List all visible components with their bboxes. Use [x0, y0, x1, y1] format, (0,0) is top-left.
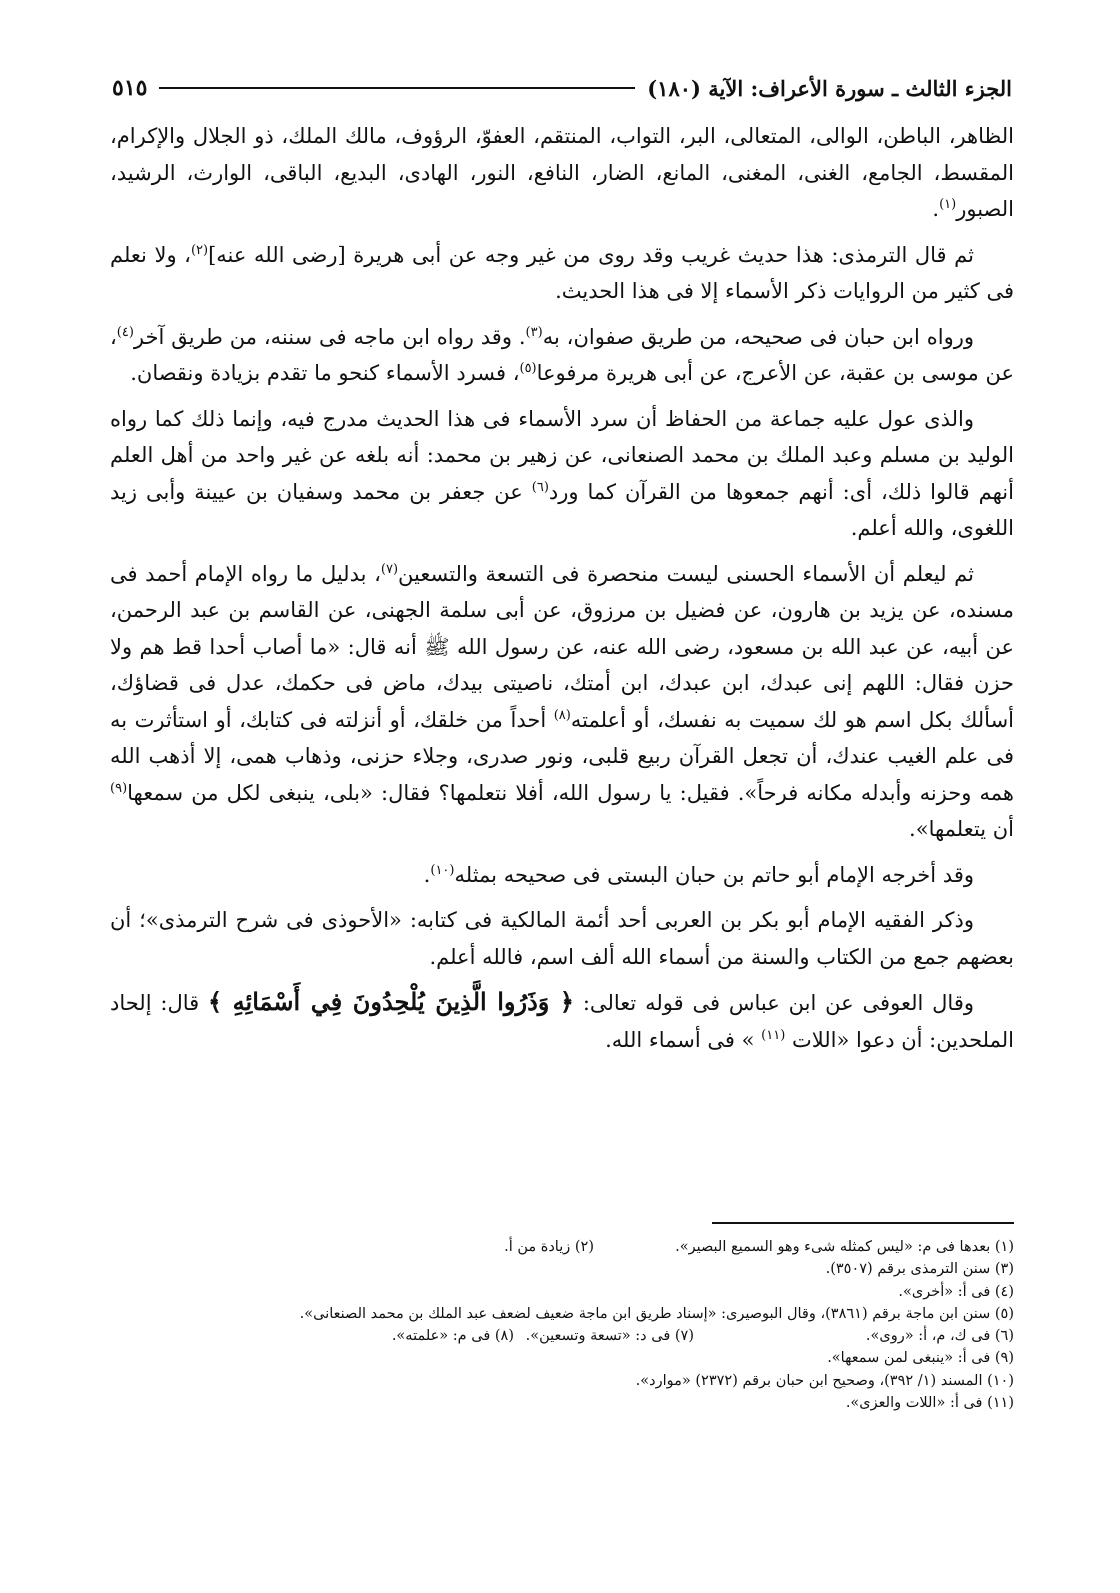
text-run: أحداً من خلقك، أو أنزلته فى كتابك، أو استأثرت به فى علم الغيب عندك، أن تجعل القرآن ربيع قلبى، ونور صدرى، وجلاء حزنى، وذهاب همى، إلا أذهب الله همه وحزنه وأبدله مكانه فرحاً». فقيل: يا رسول الله، أفلا نتعلمها؟ فقال: «بلى، ينبغى لكل من سمعها	[110, 707, 1014, 805]
footnote-ref: (٥)	[519, 361, 537, 376]
footnote-ref: (١١)	[761, 1027, 786, 1043]
footnote-line	[110, 1370, 1014, 1392]
footnote-ref: (١)	[939, 197, 957, 212]
footnote-7: (٧) فى د: «تسعة وتسعين».	[525, 1328, 694, 1345]
paragraph-5	[110, 556, 1014, 848]
footnote-3: (٣) سنن الترمذى برقم (٣٥٠٧).	[825, 1261, 1014, 1278]
text-run: .	[932, 197, 940, 221]
footnote-5: (٥) سنن ابن ماجة برقم (٣٨٦١)، وقال البوصيرى: «إسناد طريق ابن ماجة ضعيف لضعف عبد الملك بن محمد الصنعانى».	[299, 1305, 1014, 1322]
footnote-line	[110, 1281, 1014, 1303]
text-run: ، عن موسى بن عقبة، عن الأعرج، عن أبى هريرة مرفوعا	[110, 324, 1014, 385]
footnote-line	[110, 1303, 1014, 1325]
page-number: ٥١٥	[112, 75, 148, 101]
main-text	[110, 118, 1014, 1067]
text-run: ، بدليل ما رواه الإمام أحمد فى مسنده، عن يزيد بن هارون، عن فضيل بن مرزوق، عن أبى سلمة الجهنى، عن القاسم بن عبد الرحمن، عن أبيه، عن عبد الله بن مسعود، رضى الله عنه، عن رسول الله ﷺ أنه قال: «ما أصاب أحدا قط هم ولا حزن فقال: اللهم إنى عبدك، ابن عبدك، ابن أمتك، ناصيتى بيدك، ماض فى حكمك، عدل فى قضاؤك، أسألك بكل اسم هو لك سميت به نفسك، أو أعلمته	[110, 561, 1014, 732]
footnote-line	[110, 1347, 1014, 1369]
footnote-10: (١٠) المسند (١/ ٣٩٢)، وصحيح ابن حبان برقم (٢٣٧٢) «موارد».	[635, 1372, 1014, 1389]
text-run: وقال العوفى عن ابن عباس فى قوله تعالى:	[574, 991, 975, 1015]
text-run: أن يتعلمها».	[909, 817, 1014, 841]
text-run: .	[423, 862, 431, 887]
footnote-separator	[712, 1222, 1014, 1224]
footnote-8: (٨) فى م: «علمته».	[391, 1328, 514, 1345]
footnote-ref: (٨)	[553, 707, 571, 723]
footnote-ref: (١٠)	[430, 862, 455, 878]
paragraph-8	[110, 984, 1014, 1058]
paragraph-2	[110, 237, 1014, 310]
header-rule	[159, 87, 635, 89]
footnotes	[110, 1236, 1014, 1414]
footnote-line	[110, 1258, 1014, 1280]
text-run: ، فسرد الأسماء كنحو ما تقدم بزيادة ونقصان.	[130, 361, 520, 385]
text-run: ، ولا نعلم فى كثير من الروايات ذكر الأسماء إلا فى هذا الحديث.	[110, 242, 1014, 303]
text-run: الظاهر، الباطن، الوالى، المتعالى، البر، التواب، المنتقم، العفوّ، الرؤوف، مالك الملك، ذو الجلال والإكرام، المقسط، الجامع، الغنى، المغنى، المانع، الضار، النافع، النور، الهادى، البديع، الباقى، الوارث، الرشيد، الصبور	[110, 124, 1014, 221]
footnote-4: (٤) فى أ: «أخرى».	[898, 1283, 1014, 1300]
footnote-9: (٩) فى أ: «ينبغى لمن سمعها».	[827, 1350, 1014, 1367]
text-run: ورواه ابن حبان فى صحيحه، من طريق صفوان، به	[542, 324, 974, 349]
footnote-line	[110, 1325, 1014, 1347]
quran-verse: ﴿ وَذَرُوا الَّذِينَ يُلْحِدُونَ فِي أَسْمَائِهِ ﴾	[208, 987, 574, 1016]
footnote-line	[110, 1392, 1014, 1414]
footnote-ref: (٩)	[110, 780, 128, 796]
footnote-ref: (٦)	[531, 479, 549, 495]
text-run: . وقد رواه ابن ماجه فى سننه، من طريق آخر	[133, 324, 526, 349]
footnote-1: (١) بعدها فى م: «ليس كمثله شىء وهو السميع البصير».	[675, 1239, 1014, 1255]
footnote-11: (١١) فى أ: «اللات والعزى».	[845, 1395, 1014, 1412]
paragraph-6	[110, 857, 1014, 894]
footnote-6: (٦) فى ك، م، أ: «روى».	[865, 1328, 1014, 1345]
footnote-ref: (٣)	[525, 324, 543, 340]
text-run: عن جعفر بن محمد وسفيان بن عيينة وأبى زيد اللغوى، والله أعلم.	[110, 479, 1014, 540]
running-header	[112, 68, 1012, 108]
header-title: الجزء الثالث ـ سورة الأعراف: الآية (١٨٠)	[647, 75, 1012, 101]
text-run: وقد أخرجه الإمام أبو حاتم بن حبان البستى فى صحيحه بمثله	[454, 862, 974, 887]
text-run: قال: إلحاد الملحدين: أن دعوا «اللات	[110, 991, 1014, 1052]
paragraph-1	[110, 118, 1014, 228]
text-run: وذكر الفقيه الإمام أبو بكر بن العربى أحد أئمة المالكية فى كتابه: «الأحوذى فى شرح الترمذى»؛ أن بعضهم جمع من الكتاب والسنة من أسماء الله ألف اسم، فالله أعلم.	[110, 908, 1014, 969]
text-run: والذى عول عليه جماعة من الحفاظ أن سرد الأسماء فى هذا الحديث مدرج فيه، وإنما ذلك كما رواه الوليد بن مسلم وعبد الملك بن محمد الصنعانى، عن زهير بن محمد: أنه بلغه عن غير واحد من أهل العلم أنهم قالوا ذلك، أى: أنهم جمعوها من القرآن كما ورد	[110, 406, 1014, 504]
text-run: ثم قال الترمذى: هذا حديث غريب وقد روى من غير وجه عن أبى هريرة [رضى الله عنه]	[208, 242, 974, 267]
footnote-ref: (٧)	[380, 561, 399, 577]
footnote-ref: (٤)	[116, 324, 134, 340]
footnote-ref: (٢)	[190, 242, 209, 258]
footnote-2: (٢) زيادة من أ.	[504, 1239, 594, 1255]
text-run: » فى أسماء الله.	[605, 1027, 762, 1052]
footnote-line	[110, 1236, 1014, 1258]
paragraph-4	[110, 401, 1014, 547]
paragraph-7	[110, 902, 1014, 975]
text-run: ثم ليعلم أن الأسماء الحسنى ليست منحصرة فى التسعة والتسعين	[398, 561, 974, 586]
paragraph-3	[110, 319, 1014, 392]
